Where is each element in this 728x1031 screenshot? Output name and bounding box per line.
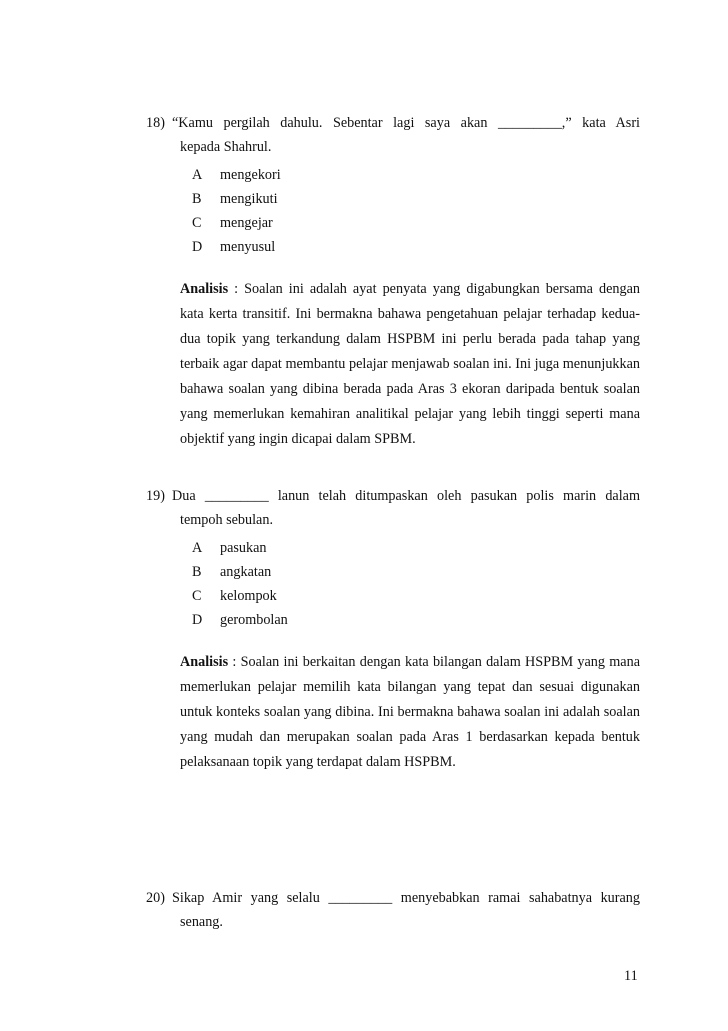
option-c [192,584,640,608]
question-text-continuation: tempoh sebulan. [180,512,273,528]
option-text: menyusul [220,239,276,255]
option-letter: B [192,564,202,580]
option-text: angkatan [220,564,272,580]
question-text-continuation: kepada Shahrul. [180,139,272,155]
question-text: “Kamu pergilah dahulu. Sebentar lagi saya akan _________,” kata Asri [172,115,640,131]
option-letter: A [192,540,203,556]
analysis-text: : Soalan ini berkaitan dengan kata bilangan dalam HSPBM yang mana memerlukan pelajar memilih kata bilangan yang tepat dan sesuai digunakan untuk konteks soalan yang dibina. Ini bermakna bahawa soalan ini adalah soalan yang mudah dan merupakan soalan pada Aras 1 berdasarkan kepada bentuk pelaksanaan topik yang terdapat dalam HSPBM. [180,654,640,770]
option-d [192,608,640,632]
analysis-paragraph [146,650,640,775]
option-text: mengikuti [220,191,278,207]
option-b [192,560,640,584]
option-text: kelompok [220,588,277,604]
option-letter: C [192,215,202,231]
question-text: Dua _________ lanun telah ditumpaskan oleh pasukan polis marin dalam [172,488,640,504]
question-text: Sikap Amir yang selalu _________ menyebabkan ramai sahabatnya kurang [172,890,640,906]
analysis-text: : Soalan ini adalah ayat penyata yang digabungkan bersama dengan kata kerta transitif. Ini bermakna bahawa pengetahuan pelajar terhadap kedua-dua topik yang terkandung dalam HSPBM ini perlu berada pada tahap yang terbaik agar dapat membantu pelajar menjawab soalan ini. Ini juga menunjukkan bahawa soalan yang dibina berada pada Aras 3 ekoran daripada bentuk soalan yang memerlukan kemahiran analitikal pelajar yang lebih tinggi seperti mana objektif yang ingin dicapai dalam SPBM. [180,281,640,447]
option-text: gerombolan [220,612,288,628]
question-number: 18) [146,115,165,131]
option-a [192,163,640,187]
option-letter: C [192,588,202,604]
option-a [192,536,640,560]
option-letter: B [192,191,202,207]
page-number: 11 [624,968,638,984]
question-number: 19) [146,488,165,504]
options-list [146,536,640,632]
option-letter: A [192,167,203,183]
option-letter: D [192,612,203,628]
option-c [192,211,640,235]
option-d [192,235,640,259]
option-letter: D [192,239,203,255]
option-text: pasukan [220,540,267,556]
question-19 [146,484,640,775]
option-text: mengejar [220,215,273,231]
analysis-paragraph [146,277,640,452]
question-text-continuation: senang. [180,914,223,930]
options-list [146,163,640,259]
analysis-label: Analisis [180,654,229,670]
option-b [192,187,640,211]
analysis-label: Analisis [180,281,229,297]
question-20 [146,886,640,934]
question-number: 20) [146,890,165,906]
question-18 [146,111,640,452]
option-text: mengekori [220,167,281,183]
